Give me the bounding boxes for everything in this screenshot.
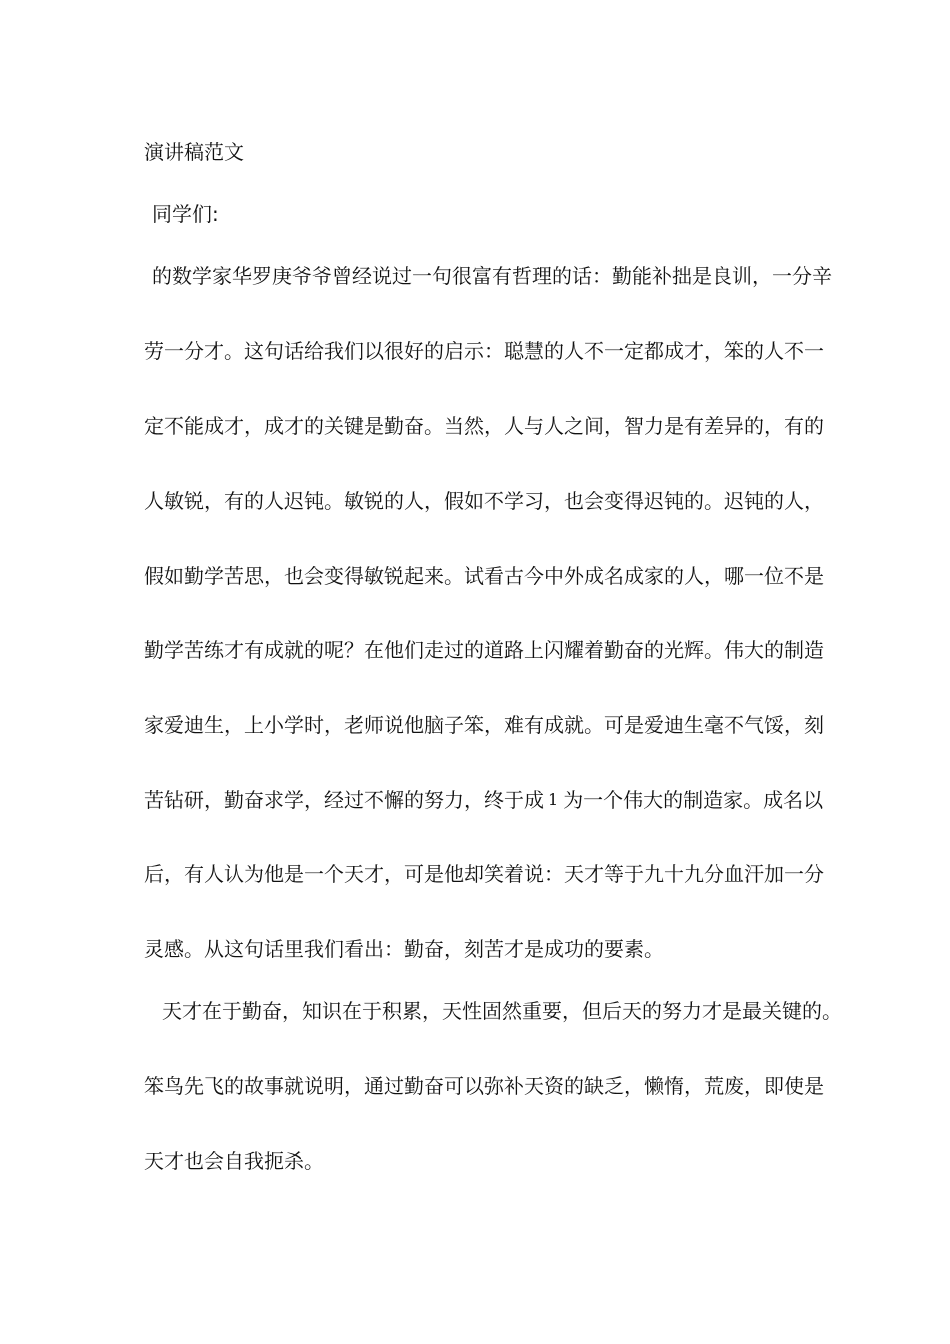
paragraph-1-line-8-start: 苦钻研，勤奋求学，经过不懈的努力，终于成 — [144, 788, 544, 812]
paragraph-1-line-10: 灵感。从这句话里我们看出：勤奋，刻苦才是成功的要素。 — [144, 937, 664, 961]
paragraph-2-line-2: 笨鸟先飞的故事就说明，通过勤奋可以弥补天资的缺乏，懒惰，荒废，即使是 — [144, 1074, 824, 1098]
paragraph-1-line-9: 后，有人认为他是一个天才，可是他却笑着说：天才等于九十九分血汗加一分 — [144, 862, 824, 886]
paragraph-1-line-4: 人敏锐，有的人迟钝。敏锐的人，假如不学习，也会变得迟钝的。迟钝的人， — [144, 489, 824, 513]
document-title: 演讲稿范文 — [144, 140, 244, 164]
paragraph-1-line-5: 假如勤学苦思，也会变得敏锐起来。试看古今中外成名成家的人，哪一位不是 — [144, 564, 824, 588]
page-number: 1 — [548, 790, 559, 809]
paragraph-2-line-1: 天才在于勤奋，知识在于积累，天性固然重要，但后天的努力才是最关键的。 — [162, 999, 842, 1023]
paragraph-1-line-7: 家爱迪生，上小学时，老师说他脑子笨，难有成就。可是爱迪生毫不气馁，刻 — [144, 713, 824, 737]
paragraph-1-line-8-end: 为一个伟大的制造家。成名以 — [563, 788, 824, 812]
paragraph-1-line-2: 劳一分才。这句话给我们以很好的启示：聪慧的人不一定都成才，笨的人不一 — [144, 339, 824, 363]
paragraph-1-line-1: 的数学家华罗庚爷爷曾经说过一句很富有哲理的话：勤能补拙是良训，一分辛 — [152, 264, 832, 288]
paragraph-2-line-3: 天才也会自我扼杀。 — [144, 1149, 324, 1173]
paragraph-1-line-6: 勤学苦练才有成就的呢？在他们走过的道路上闪耀着勤奋的光辉。伟大的制造 — [144, 638, 824, 662]
paragraph-1-line-8 — [144, 787, 824, 815]
paragraph-1-line-3: 定不能成才，成才的关键是勤奋。当然，人与人之间，智力是有差异的，有的 — [144, 414, 824, 438]
salutation: 同学们: — [152, 202, 219, 226]
